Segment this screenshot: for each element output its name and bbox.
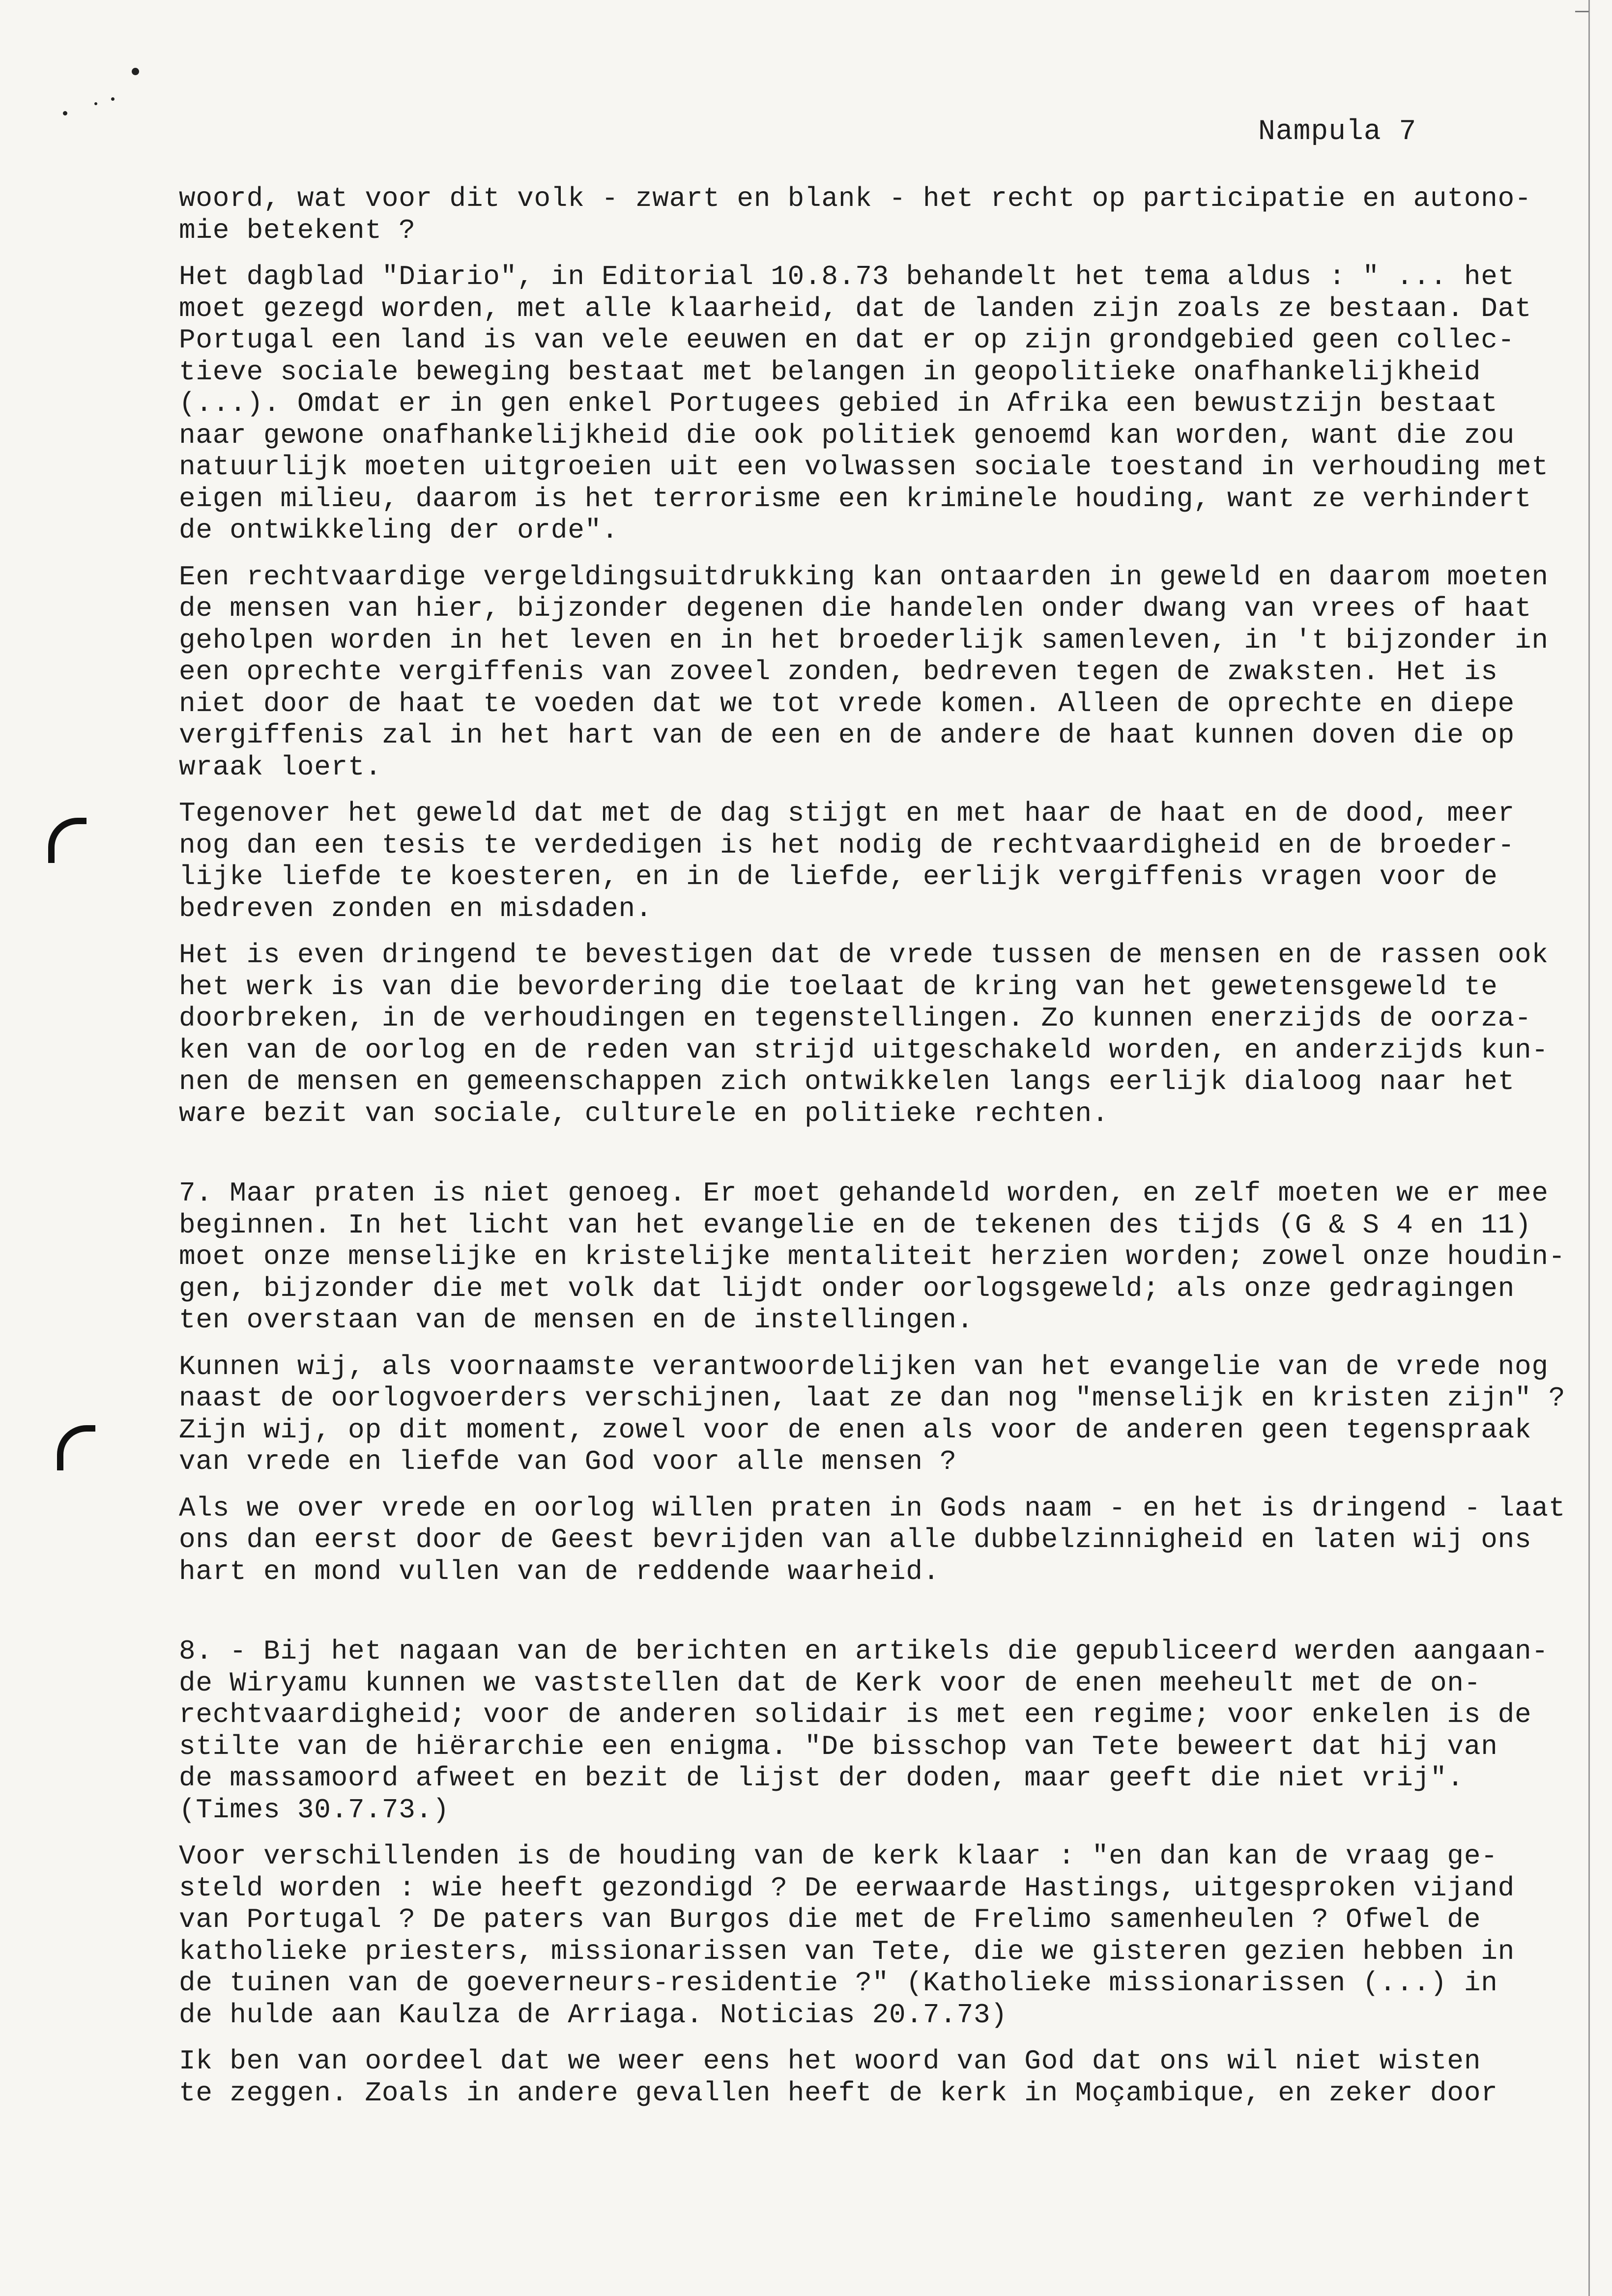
text-line: naast de oorlogvoerders verschijnen, laat ze dan nog "menselijk en kristen zijn" ? (179, 1382, 1566, 1414)
text-line: van vrede en liefde van God voor alle mensen ? (179, 1446, 957, 1477)
page-header: Nampula 7 (1258, 116, 1417, 148)
text-line: Als we over vrede en oorlog willen praten in Gods naam - en het is dringend - laat (179, 1492, 1566, 1524)
text-line: ken van de oorlog en de reden van strijd uitgeschakeld worden, en anderzijds kun- (179, 1034, 1549, 1066)
speck-mark (132, 68, 139, 75)
text-line: ten overstaan van de mensen en de instellingen. (179, 1304, 974, 1336)
text-line: Portugal een land is van vele eeuwen en dat er op zijn grondgebied geen collec- (179, 324, 1515, 356)
text-line: het werk is van die bevordering die toelaat de kring van het gewetensgeweld te (179, 971, 1498, 1003)
paragraph (179, 2045, 1498, 2109)
paragraph (179, 183, 1532, 246)
text-line: naar gewone onafhankelijkheid die ook politiek genoemd kan worden, want die zou (179, 419, 1515, 451)
binder-hole-mark (48, 818, 86, 863)
paragraph (179, 561, 1549, 783)
text-line: ons dan eerst door de Geest bevrijden van alle dubbelzinnigheid en laten wij ons (179, 1524, 1532, 1555)
binder-hole-mark (57, 1425, 95, 1470)
text-line: te zeggen. Zoals in andere gevallen heeft de kerk in Moçambique, en zeker door (179, 2077, 1498, 2109)
text-line: (Times 30.7.73.) (179, 1794, 450, 1826)
text-line: niet door de haat te voeden dat we tot vrede komen. Alleen de oprechte en diepe (179, 688, 1515, 719)
text-line: tieve sociale beweging bestaat met belangen in geopolitieke onafhankelijkheid (179, 356, 1481, 388)
text-line: de ontwikkeling der orde". (179, 515, 619, 546)
text-line: de massamoord afweet en bezit de lijst der doden, maar geeft die niet vrij". (179, 1762, 1464, 1794)
text-line: Het dagblad "Diario", in Editorial 10.8.73 behandelt het tema aldus : " ... het (179, 261, 1515, 292)
text-line: mie betekent ? (179, 214, 416, 246)
text-line: Ik ben van oordeel dat we weer eens het woord van God dat ons wil niet wisten (179, 2045, 1481, 2077)
text-line: lijke liefde te koesteren, en in de liefde, eerlijk vergiffenis vragen voor de (179, 861, 1498, 892)
text-line: Het is even dringend te bevestigen dat de vrede tussen de mensen en de rassen ook (179, 939, 1549, 971)
speck-mark (63, 111, 67, 115)
text-line: Voor verschillenden is de houding van de kerk klaar : "en dan kan de vraag ge- (179, 1840, 1498, 1872)
page-edge-tick (1575, 11, 1589, 12)
paragraph (179, 1492, 1566, 1588)
text-line: 8. - Bij het nagaan van de berichten en artikels die gepubliceerd werden aangaan- (179, 1636, 1549, 1667)
text-line: rechtvaardigheid; voor de anderen solidair is met een regime; voor enkelen is de (179, 1699, 1532, 1730)
text-line: bedreven zonden en misdaden. (179, 892, 653, 924)
text-line: beginnen. In het licht van het evangelie en de tekenen des tijds (G & S 4 en 11) (179, 1209, 1532, 1241)
text-line: Tegenover het geweld dat met de dag stijgt en met haar de haat en de dood, meer (179, 798, 1515, 829)
speck-mark (94, 102, 97, 105)
text-line: natuurlijk moeten uitgroeien uit een volwassen sociale toestand in verhouding met (179, 451, 1549, 483)
text-line: de hulde aan Kaulza de Arriaga. Noticias 20.7.73) (179, 1999, 1008, 2031)
text-line: moet gezegd worden, met alle klaarheid, dat de landen zijn zoals ze bestaan. Dat (179, 292, 1532, 324)
text-line: van Portugal ? De paters van Burgos die met de Frelimo samenheulen ? Ofwel de (179, 1904, 1481, 1935)
text-line: gen, bijzonder die met volk dat lijdt onder oorlogsgeweld; als onze gedragingen (179, 1272, 1515, 1304)
text-line: katholieke priesters, missionarissen van Tete, die we gisteren gezien hebben in (179, 1935, 1515, 1967)
paragraph (179, 939, 1549, 1129)
text-line: woord, wat voor dit volk - zwart en blank - het recht op participatie en autono- (179, 183, 1532, 214)
paragraph (179, 261, 1549, 546)
text-line: nog dan een tesis te verdedigen is het nodig de rechtvaardigheid en de broeder- (179, 829, 1515, 861)
section-spacer (179, 1144, 1486, 1177)
section-spacer (179, 1602, 1486, 1636)
paragraph (179, 1177, 1566, 1336)
page-edge (1588, 0, 1590, 2296)
text-line: Een rechtvaardige vergeldingsuitdrukking kan ontaarden in geweld en daarom moeten (179, 561, 1549, 593)
paragraph (179, 1636, 1549, 1826)
text-line: de Wiryamu kunnen we vaststellen dat de Kerk voor de enen meeheult met de on- (179, 1667, 1481, 1699)
text-line: wraak loert. (179, 751, 382, 783)
speck-mark (111, 97, 115, 101)
text-line: de mensen van hier, bijzonder degenen die handelen onder dwang van vrees of haat (179, 593, 1532, 624)
text-line: hart en mond vullen van de reddende waarheid. (179, 1555, 940, 1587)
text-line: vergiffenis zal in het hart van de een en de andere de haat kunnen doven die op (179, 719, 1515, 751)
text-line: nen de mensen en gemeenschappen zich ontwikkelen langs eerlijk dialoog naar het (179, 1066, 1515, 1097)
text-line: steld worden : wie heeft gezondigd ? De eerwaarde Hastings, uitgesproken vijand (179, 1872, 1515, 1904)
text-line: een oprechte vergiffenis van zoveel zonden, bedreven tegen de zwaksten. Het is (179, 656, 1498, 688)
document-body (179, 183, 1566, 2124)
text-line: eigen milieu, daarom is het terrorisme een kriminele houding, want ze verhindert (179, 483, 1532, 515)
text-line: stilte van de hiërarchie een enigma. "De bisschop van Tete beweert dat hij van (179, 1730, 1498, 1762)
text-line: moet onze menselijke en kristelijke mentaliteit herzien worden; zowel onze houdin- (179, 1241, 1566, 1272)
paragraph (179, 1350, 1566, 1478)
text-line: Zijn wij, op dit moment, zowel voor de enen als voor de anderen geen tegenspraak (179, 1414, 1532, 1446)
text-line: ware bezit van sociale, culturele en politieke rechten. (179, 1097, 1109, 1129)
text-line: (...). Omdat er in gen enkel Portugees gebied in Afrika een bewustzijn bestaat (179, 388, 1498, 419)
paragraph (179, 1840, 1515, 2031)
text-line: geholpen worden in het leven en in het broederlijk samenleven, in 't bijzonder in (179, 624, 1549, 656)
paragraph (179, 798, 1515, 924)
text-line: 7. Maar praten is niet genoeg. Er moet gehandeld worden, en zelf moeten we er mee (179, 1177, 1549, 1209)
text-line: de tuinen van de goeverneurs-residentie ?" (Katholieke missionarissen (...) in (179, 1967, 1498, 1999)
text-line: Kunnen wij, als voornaamste verantwoordelijken van het evangelie van de vrede nog (179, 1350, 1549, 1382)
text-line: doorbreken, in de verhoudingen en tegenstellingen. Zo kunnen enerzijds de oorza- (179, 1003, 1532, 1034)
